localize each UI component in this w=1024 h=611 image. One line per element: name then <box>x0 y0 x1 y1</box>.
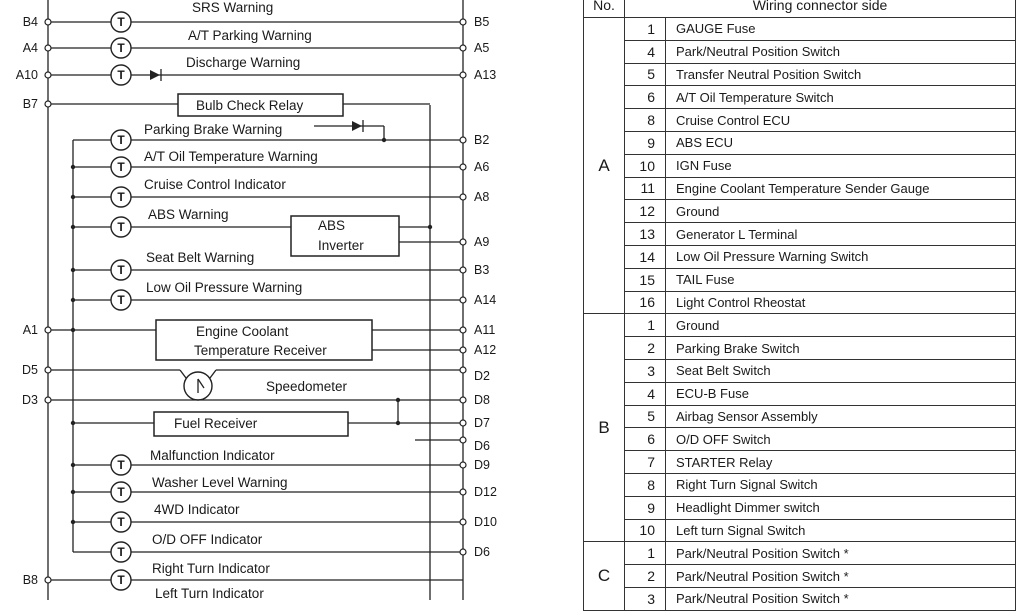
terminal-a1 <box>23 323 51 337</box>
pin-number: 5 <box>625 63 666 86</box>
terminal-d6-lower <box>460 545 490 559</box>
wiring-connector-item: GAUGE Fuse <box>666 18 1016 41</box>
right-turn-indicator-label: Right Turn Indicator <box>152 561 270 576</box>
wiring-connector-item: Transfer Neutral Position Switch <box>666 63 1016 86</box>
wiring-connector-item: Park/Neutral Position Switch <box>666 40 1016 63</box>
terminal-d2 <box>460 367 490 383</box>
washer-level-warning-label: Washer Level Warning <box>152 475 288 490</box>
pin-number: 7 <box>625 451 666 474</box>
svg-text:A9: A9 <box>474 235 490 249</box>
seat-belt-warning-label: Seat Belt Warning <box>146 250 255 265</box>
engine-coolant-label-2: Temperature Receiver <box>194 343 327 358</box>
terminal-d7 <box>460 416 490 430</box>
pin-number: 5 <box>625 405 666 428</box>
lamp-icon <box>111 570 131 590</box>
lamp-icon <box>111 187 131 207</box>
svg-text:B5: B5 <box>474 15 490 29</box>
svg-text:T: T <box>117 160 125 174</box>
pin-number: 4 <box>625 40 666 63</box>
table-row <box>584 314 1016 337</box>
svg-text:D8: D8 <box>474 393 490 407</box>
svg-text:D7: D7 <box>474 416 490 430</box>
wiring-connector-item: Cruise Control ECU <box>666 109 1016 132</box>
svg-text:T: T <box>117 458 125 472</box>
wiring-connector-item: Left turn Signal Switch <box>666 519 1016 542</box>
terminal-a8 <box>460 190 489 204</box>
pin-number: 1 <box>625 314 666 337</box>
connector-group-label: B <box>584 314 625 542</box>
svg-text:T: T <box>117 220 125 234</box>
discharge-warning-label: Discharge Warning <box>186 55 301 70</box>
svg-text:D3: D3 <box>22 393 38 407</box>
lamp-icon <box>111 482 131 502</box>
table-row <box>584 405 1016 428</box>
table-row <box>584 565 1016 588</box>
table-row <box>584 291 1016 314</box>
wiring-connector-item: Generator L Terminal <box>666 223 1016 246</box>
table-row <box>584 63 1016 86</box>
pin-number: 15 <box>625 268 666 291</box>
pin-number: 13 <box>625 223 666 246</box>
lamp-icon <box>111 260 131 280</box>
pin-number: 14 <box>625 245 666 268</box>
svg-text:A14: A14 <box>474 293 497 307</box>
svg-text:B7: B7 <box>22 97 38 111</box>
at-parking-warning-label: A/T Parking Warning <box>188 28 312 43</box>
svg-text:D2: D2 <box>474 369 490 383</box>
terminal-b2 <box>460 133 489 147</box>
wiring-connector-item: Park/Neutral Position Switch * <box>666 587 1016 610</box>
table-row <box>584 496 1016 519</box>
pin-number: 1 <box>625 542 666 565</box>
lamp-icon <box>111 12 131 32</box>
terminal-d5 <box>22 363 51 377</box>
pin-number: 12 <box>625 200 666 223</box>
wiring-connector-item: Park/Neutral Position Switch * <box>666 565 1016 588</box>
table-row <box>584 428 1016 451</box>
od-off-indicator-label: O/D OFF Indicator <box>152 532 263 547</box>
pin-number: 3 <box>625 587 666 610</box>
terminal-a4 <box>23 41 51 55</box>
abs-warning-label: ABS Warning <box>148 207 229 222</box>
connector-group-label: C <box>584 542 625 610</box>
svg-text:A6: A6 <box>474 160 490 174</box>
table-row <box>584 86 1016 109</box>
parking-brake-warning-label: Parking Brake Warning <box>144 122 283 137</box>
svg-text:B3: B3 <box>474 263 490 277</box>
table-row <box>584 268 1016 291</box>
lamp-icon <box>111 542 131 562</box>
svg-text:T: T <box>117 133 125 147</box>
connector-group-label: A <box>584 18 625 314</box>
terminal-b5 <box>460 15 489 29</box>
table-row <box>584 519 1016 542</box>
wiring-connector-item: Headlight Dimmer switch <box>666 496 1016 519</box>
wiring-connector-item: Light Control Rheostat <box>666 291 1016 314</box>
header-wiring-connector-side: Wiring connector side <box>625 0 1016 18</box>
svg-text:B8: B8 <box>22 573 38 587</box>
pin-number: 10 <box>625 154 666 177</box>
svg-text:D6: D6 <box>474 545 490 559</box>
wiring-connector-item: IGN Fuse <box>666 154 1016 177</box>
malfunction-indicator-label: Malfunction Indicator <box>150 448 275 463</box>
pin-number: 6 <box>625 428 666 451</box>
table-row <box>584 587 1016 610</box>
lamp-icon <box>111 130 131 150</box>
svg-text:T: T <box>117 68 125 82</box>
svg-text:D6: D6 <box>474 439 490 453</box>
svg-text:T: T <box>117 573 125 587</box>
svg-text:T: T <box>117 263 125 277</box>
svg-text:A11: A11 <box>474 323 496 337</box>
lamp-icon <box>111 157 131 177</box>
lamp-icon <box>111 38 131 58</box>
svg-text:A13: A13 <box>474 68 497 82</box>
lamp-icon <box>111 290 131 310</box>
connector-table <box>583 0 1016 611</box>
terminal-d10 <box>460 515 497 529</box>
table-row <box>584 18 1016 41</box>
table-row <box>584 40 1016 63</box>
header-no: No. <box>584 0 625 18</box>
lamp-icon <box>111 512 131 532</box>
svg-text:D10: D10 <box>474 515 497 529</box>
low-oil-pressure-warning-label: Low Oil Pressure Warning <box>146 280 303 295</box>
pin-number: 6 <box>625 86 666 109</box>
wiring-connector-item: O/D OFF Switch <box>666 428 1016 451</box>
svg-text:B4: B4 <box>22 15 38 29</box>
table-row <box>584 131 1016 154</box>
pin-number: 4 <box>625 382 666 405</box>
svg-text:A12: A12 <box>474 343 497 357</box>
svg-text:D12: D12 <box>474 485 497 499</box>
svg-text:A4: A4 <box>22 41 38 55</box>
pin-number: 3 <box>625 359 666 382</box>
wiring-connector-item: Ground <box>666 200 1016 223</box>
pin-number: 16 <box>625 291 666 314</box>
wiring-connector-item: Low Oil Pressure Warning Switch <box>666 245 1016 268</box>
terminal-a10 <box>16 68 51 82</box>
wiring-connector-item: STARTER Relay <box>666 451 1016 474</box>
lamp-icon <box>111 65 131 85</box>
svg-text:A5: A5 <box>474 41 490 55</box>
pin-number: 9 <box>625 496 666 519</box>
pin-number: 8 <box>625 473 666 496</box>
wiring-connector-item: Engine Coolant Temperature Sender Gauge <box>666 177 1016 200</box>
svg-text:T: T <box>117 41 125 55</box>
table-row <box>584 382 1016 405</box>
svg-text:T: T <box>117 515 125 529</box>
svg-text:T: T <box>117 190 125 204</box>
srs-warning-label: SRS Warning <box>192 0 274 15</box>
terminal-d8 <box>460 393 490 407</box>
terminal-a11 <box>460 323 495 337</box>
terminal-b8 <box>23 573 51 587</box>
terminal-a14 <box>460 293 496 307</box>
pin-number: 8 <box>625 109 666 132</box>
wiring-connector-item: Airbag Sensor Assembly <box>666 405 1016 428</box>
wiring-connector-item: A/T Oil Temperature Switch <box>666 86 1016 109</box>
speedometer-label: Speedometer <box>266 379 348 394</box>
wiring-connector-item: ECU-B Fuse <box>666 382 1016 405</box>
engine-coolant-label-1: Engine Coolant <box>196 324 289 339</box>
wiring-connector-item: Right Turn Signal Switch <box>666 473 1016 496</box>
pin-number: 10 <box>625 519 666 542</box>
cruise-control-indicator-label: Cruise Control Indicator <box>144 177 286 192</box>
table-row <box>584 451 1016 474</box>
terminal-d12 <box>460 485 497 499</box>
svg-text:T: T <box>117 15 125 29</box>
at-oil-temp-warning-label: A/T Oil Temperature Warning <box>144 149 318 164</box>
table-row <box>584 223 1016 246</box>
pin-number: 11 <box>625 177 666 200</box>
terminal-b3 <box>460 263 489 277</box>
terminal-d3 <box>22 393 51 407</box>
svg-text:A10: A10 <box>15 68 38 82</box>
wiring-connector-item: Park/Neutral Position Switch * <box>666 542 1016 565</box>
terminal-a13 <box>460 68 496 82</box>
abs-inverter-label-2: Inverter <box>318 238 364 253</box>
svg-text:A8: A8 <box>474 190 490 204</box>
table-row <box>584 542 1016 565</box>
svg-text:D5: D5 <box>22 363 38 377</box>
bulb-check-relay-label: Bulb Check Relay <box>196 98 304 113</box>
terminal-d6 <box>460 437 490 453</box>
table-row <box>584 154 1016 177</box>
svg-text:T: T <box>117 293 125 307</box>
abs-inverter-label-1: ABS <box>318 218 346 233</box>
diode-icon <box>150 70 160 80</box>
pin-number: 2 <box>625 565 666 588</box>
terminal-a12 <box>460 343 496 357</box>
terminal-b4 <box>23 15 51 29</box>
svg-text:T: T <box>117 545 125 559</box>
svg-text:A1: A1 <box>22 323 38 337</box>
wiring-connector-item: TAIL Fuse <box>666 268 1016 291</box>
pin-number: 1 <box>625 18 666 41</box>
fuel-receiver-label: Fuel Receiver <box>174 416 258 431</box>
lamp-icon <box>111 217 131 237</box>
table-row <box>584 245 1016 268</box>
terminal-a5 <box>460 41 489 55</box>
table-row <box>584 337 1016 360</box>
wiring-connector-item: Parking Brake Switch <box>666 337 1016 360</box>
terminal-a6 <box>460 160 489 174</box>
svg-text:D9: D9 <box>474 458 490 472</box>
4wd-indicator-label: 4WD Indicator <box>154 502 240 517</box>
left-turn-indicator-label: Left Turn Indicator <box>155 586 264 600</box>
wiring-connector-item: ABS ECU <box>666 131 1016 154</box>
wiring-connector-item: Ground <box>666 314 1016 337</box>
lamp-icon <box>111 455 131 475</box>
pin-number: 2 <box>625 337 666 360</box>
svg-text:T: T <box>117 485 125 499</box>
terminal-d9 <box>460 458 490 472</box>
table-row <box>584 200 1016 223</box>
terminal-b7 <box>23 97 51 111</box>
table-row <box>584 177 1016 200</box>
table-row <box>584 109 1016 132</box>
pin-number: 9 <box>625 131 666 154</box>
table-row <box>584 359 1016 382</box>
svg-text:B2: B2 <box>474 133 490 147</box>
wiring-connector-item: Seat Belt Switch <box>666 359 1016 382</box>
terminal-a9 <box>460 235 489 249</box>
table-row <box>584 473 1016 496</box>
